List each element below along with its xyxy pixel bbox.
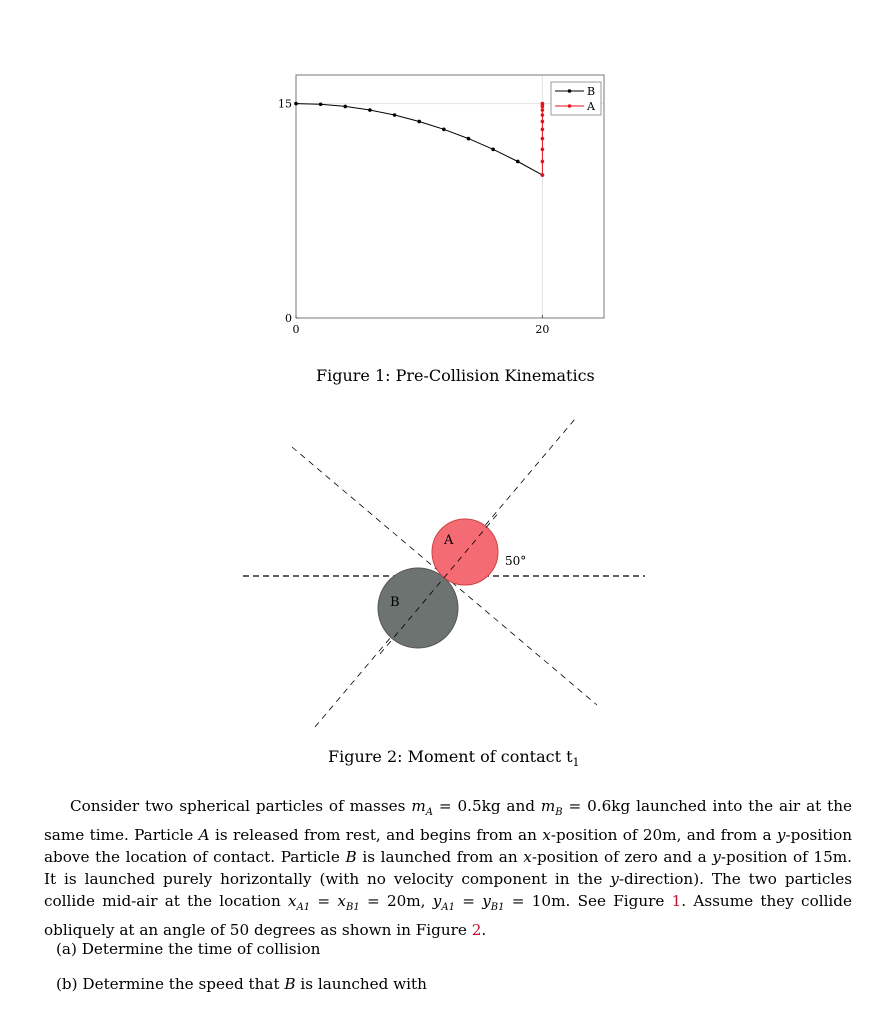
question-a: (a) Determine the time of collision	[56, 940, 321, 958]
series-b-point	[319, 103, 323, 107]
question-b: (b) Determine the speed that B is launched with	[56, 975, 427, 993]
series-b-point	[368, 108, 372, 112]
series-a-point	[541, 108, 545, 112]
series-b-point	[343, 105, 347, 109]
angle-label: 50°	[505, 554, 527, 568]
particle-a-circle	[432, 519, 498, 585]
legend-label-b: B	[587, 85, 596, 98]
series-a-point	[541, 148, 545, 152]
series-a-point	[541, 160, 545, 164]
series-b-point	[491, 148, 495, 152]
chart-legend	[551, 82, 601, 115]
series-a-point	[541, 105, 545, 109]
y-tick-label: 0	[285, 312, 292, 325]
series-b-point	[294, 102, 298, 106]
figure-1-link[interactable]: 1	[671, 892, 682, 911]
figure-1-caption: Figure 1: Pre-Collision Kinematics	[316, 366, 595, 385]
axis-ticks	[278, 98, 549, 336]
series-b-point	[393, 113, 397, 117]
particle-a-label: A	[444, 533, 454, 548]
chart-series	[294, 102, 544, 177]
figure-2-link[interactable]: 2	[471, 921, 482, 940]
series-a-point	[541, 128, 545, 132]
x-tick-label: 20	[535, 323, 550, 336]
series-a-point	[541, 173, 545, 177]
series-a-point	[541, 113, 545, 117]
particle-b-label: B	[390, 595, 400, 610]
figure-1-chart	[0, 0, 895, 400]
series-a-point	[541, 137, 545, 141]
series-b-point	[467, 137, 471, 141]
y-tick-label: 15	[278, 97, 292, 111]
legend-marker-b	[568, 89, 572, 93]
figure-2-caption: Figure 2: Moment of contact $t_1$	[328, 747, 580, 770]
series-b-line	[296, 104, 542, 176]
x-tick-label: 0	[292, 323, 300, 336]
legend-label-a: A	[587, 100, 595, 113]
legend-marker-a	[568, 104, 572, 108]
series-b-point	[516, 160, 520, 164]
series-b-point	[442, 128, 446, 132]
series-a-point	[541, 120, 545, 124]
problem-statement: Consider two spherical particles of masses $m_A = 0.5kg$ and $m_B = 0.6kg$ launched into the air at the same time. Particle A is released from rest, and begins from an x-position of 20m, and from a y-position above the location of contact. Particle B is launched from an x-position of zero and a y-position of 15m. It is launched purely horizontally (with no velocity component in the y-direction). The two particles collide mid-air at the location $x_{A1} = x_{B1} = 20m$, $y_{A1} = y_{B1} = 10m$. See Figure 1. Assume they collide obliquely at an angle of 50 degrees as shown in Figure 2.	[44, 797, 853, 940]
figure-2-diagram	[0, 400, 895, 760]
series-b-point	[417, 120, 421, 124]
